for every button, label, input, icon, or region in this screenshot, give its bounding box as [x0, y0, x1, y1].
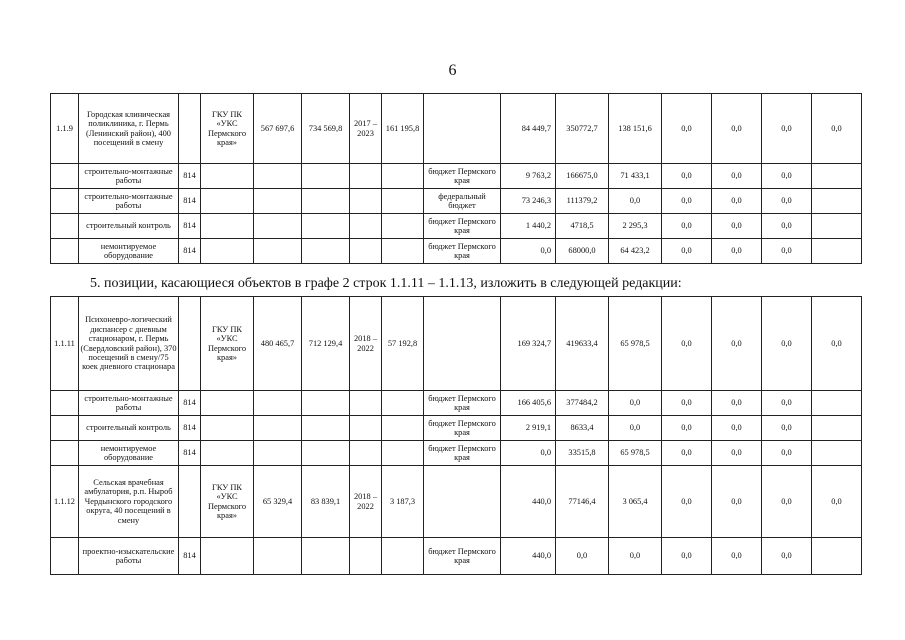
section-heading: 5. позиции, касающиеся объектов в графе 2 строк 1.1.11 – 1.1.13, изложить в следующей редакции: — [90, 276, 682, 291]
row-code: 1.1.9 — [51, 94, 79, 164]
row-code: 1.1.11 — [51, 297, 79, 391]
table-row: строительный контроль 814 бюджет Пермского края 1 440,2 4718,5 2 295,3 0,0 0,0 0,0 — [51, 214, 862, 239]
customer: ГКУ ПК «УКС Пермского края» — [201, 466, 254, 538]
period: 2018 – 2022 — [350, 297, 382, 391]
table-row: строительный контроль 814 бюджет Пермского края 2 919,1 8633,4 0,0 0,0 0,0 0,0 — [51, 416, 862, 441]
table-row: 1.1.9 Городская клиническая поликлиника, г. Пермь (Ленинский район), 400 посещений в смену ГКУ ПК «УКС Пермского края» 567 697,6 734 569,8 2017 – 2023 161 195,8 84 449,7 350772,7 138 151,6 0,0 0,0 0,0 0,0 — [51, 94, 862, 164]
customer: ГКУ ПК «УКС Пермского края» — [201, 297, 254, 391]
object-name: Психоневро-логический диспансер с дневным стационаром, г. Пермь (Свердловский район), 370 посещений в смену/75 коек дневного стационара — [79, 297, 179, 391]
period: 2018 – 2022 — [350, 466, 382, 538]
table-row: немонтируемое оборудование 814 бюджет Пермского края 0,0 33515,8 65 978,5 0,0 0,0 0,0 — [51, 441, 862, 466]
table-1 — [50, 93, 862, 264]
period: 2017 – 2023 — [350, 94, 382, 164]
table-row: 1.1.12 Сельская врачебная амбулатория, р.п. Ныроб Чердынского городского округа, 40 посещений в смену ГКУ ПК «УКС Пермского края» 65 329,4 83 839,1 2018 – 2022 3 187,3 440,0 77146,4 3 065,4 0,0 0,0 0,0 0,0 — [51, 466, 862, 538]
table-row: проектно-изыскательские работы 814 бюджет Пермского края 440,0 0,0 0,0 0,0 0,0 0,0 — [51, 538, 862, 575]
table-row: 1.1.11 Психоневро-логический диспансер с дневным стационаром, г. Пермь (Свердловский район), 370 посещений в смену/75 коек дневного стационара ГКУ ПК «УКС Пермского края» 480 465,7 712 129,4 2018 – 2022 57 192,8 169 324,7 419633,4 65 978,5 0,0 0,0 0,0 0,0 — [51, 297, 862, 391]
page-number: 6 — [448, 62, 457, 79]
table-2 — [50, 296, 862, 575]
table-row: строительно-монтажные работы 814 бюджет Пермского края 9 763,2 166675,0 71 433,1 0,0 0,0 0,0 — [51, 164, 862, 189]
table-row: строительно-монтажные работы 814 бюджет Пермского края 166 405,6 377484,2 0,0 0,0 0,0 0,0 — [51, 391, 862, 416]
customer: ГКУ ПК «УКС Пермского края» — [201, 94, 254, 164]
object-name: Сельская врачебная амбулатория, р.п. Ныроб Чердынского городского округа, 40 посещений в смену — [79, 466, 179, 538]
table-row: немонтируемое оборудование 814 бюджет Пермского края 0,0 68000,0 64 423,2 0,0 0,0 0,0 — [51, 239, 862, 264]
table-row: строительно-монтажные работы 814 федеральный бюджет 73 246,3 111379,2 0,0 0,0 0,0 0,0 — [51, 189, 862, 214]
row-code: 1.1.12 — [51, 466, 79, 538]
object-name: Городская клиническая поликлиника, г. Пермь (Ленинский район), 400 посещений в смену — [79, 94, 179, 164]
